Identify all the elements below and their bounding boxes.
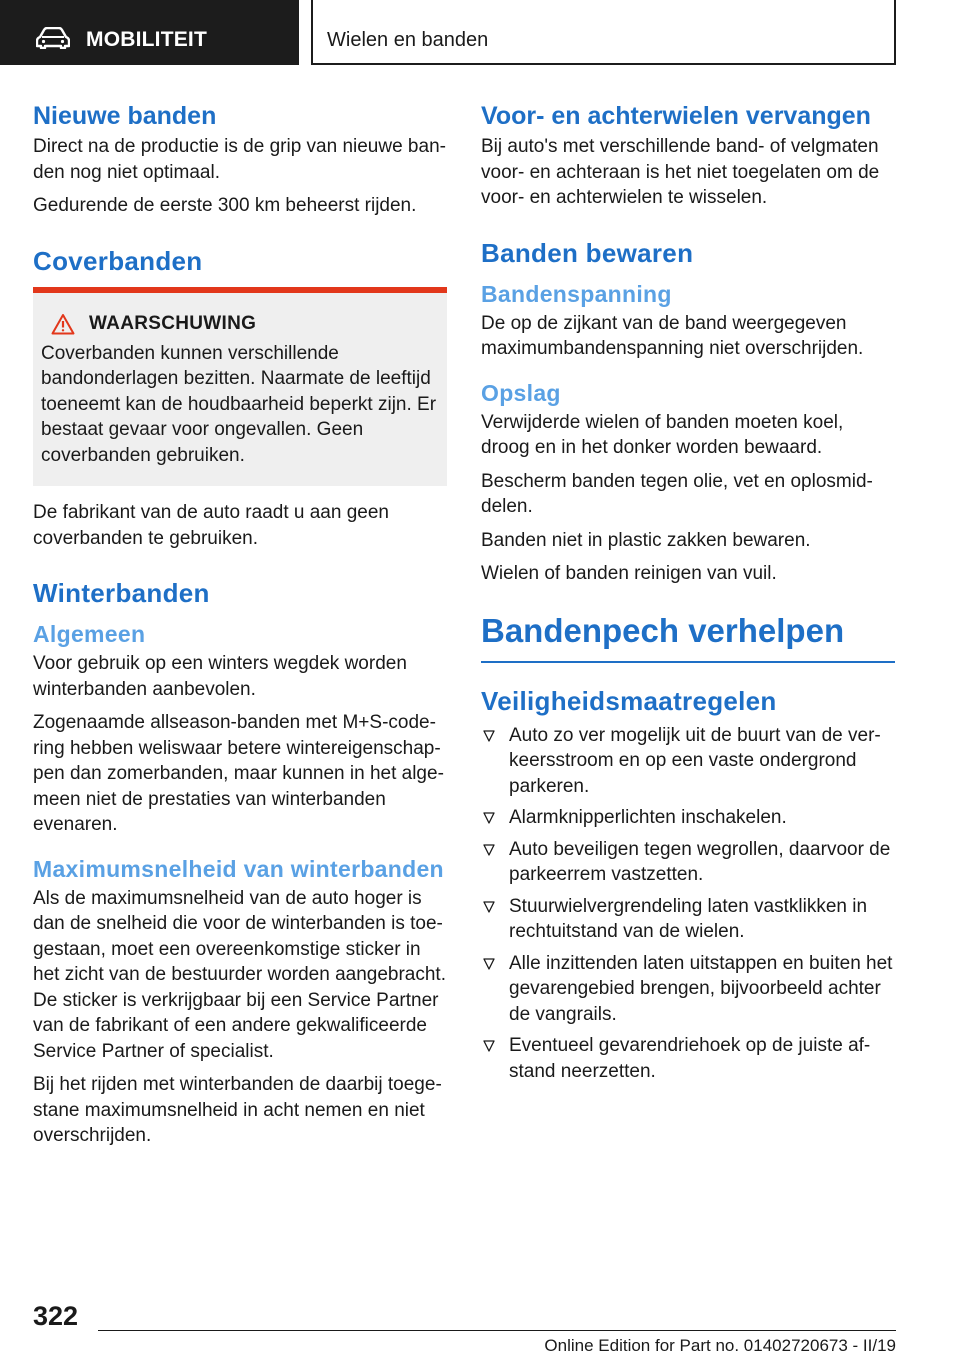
triangle-bullet-icon [483, 901, 495, 913]
paragraph: Als de maximumsnelheid van de auto hoger is dan de snelheid die voor de winterbanden is toegestaan, moet een overeenkomstige sticker in het zicht van de bestuurder worden aangebracht. De sticker is verkrijgbaar bij een Service Partner van de fabrikant of een andere gekwalificeerde Service Partner of specialist. [33, 887, 446, 1062]
warning-triangle-icon [51, 313, 75, 335]
list-item-text: Alle inzittenden laten uitstappen en buiten het gevarengebied brengen, bijvoorbeeld achter de vangrails. [509, 952, 893, 1025]
list-item [481, 1033, 895, 1084]
car-icon [36, 27, 70, 49]
triangle-bullet-icon [483, 958, 495, 970]
heading-coverbanden: Coverbanden [33, 245, 203, 276]
paragraph: Wielen of banden reinigen van vuil. [481, 563, 777, 584]
header-topic-box [311, 0, 896, 65]
list-item [481, 894, 895, 945]
triangle-bullet-icon [483, 844, 495, 856]
paragraph: Bescherm banden tegen olie, vet en oplosmiddelen. [481, 470, 873, 517]
warning-box [33, 287, 447, 487]
subheading-maximumsnelheid: Maximumsnelheid van winterbanden [33, 855, 444, 882]
left-column [33, 100, 447, 1157]
page-number: 322 [33, 1301, 79, 1331]
header-section-label: MOBILITEIT [86, 28, 207, 51]
footer-divider [98, 1330, 896, 1331]
list-item-text: Alarmknipperlichten inschakelen. [509, 807, 787, 828]
heading-winterbanden: Winterbanden [33, 578, 210, 608]
subheading-algemeen: Algemeen [33, 621, 146, 647]
list-item [481, 837, 895, 888]
list-item-text: Auto beveiligen tegen wegrollen, daarvoor de parkeerrem vastzetten. [509, 838, 891, 885]
list-item-text: Auto zo ver mogelijk uit de buurt van de verkeersstroom en op een vaste ondergrond parkeren. [509, 724, 881, 797]
paragraph: Direct na de productie is de grip van nieuwe banden nog niet optimaal. [33, 136, 446, 183]
right-column [481, 100, 895, 1090]
paragraph: Zogenaamde allseason-banden met M+S-codering hebben weliswaar betere wintereigenschappen dan zomerbanden, maar kunnen in het algemeen niet de prestaties van winterbanden evenaren. [33, 712, 444, 835]
paragraph: Bij het rijden met winterbanden de daarbij toegestane maximumsnelheid in acht nemen en niet overschrijden. [33, 1074, 442, 1146]
triangle-bullet-icon [483, 730, 495, 742]
footer-edition: Online Edition for Part no. 01402720673 - II/19 [544, 1336, 896, 1355]
subheading-opslag: Opslag [481, 379, 561, 406]
list-item [481, 951, 895, 1028]
paragraph: De op de zijkant van de band weergegeven maximumbandenspanning niet overschrijden. [481, 312, 864, 359]
list-item [481, 723, 895, 800]
triangle-bullet-icon [483, 812, 495, 824]
paragraph: Gedurende de eerste 300 km beheerst rijden. [33, 195, 417, 216]
heading-veiligheidsmaatregelen: Veiligheidsmaatregelen [481, 685, 777, 716]
warning-label: WAARSCHUWING [89, 312, 257, 334]
triangle-bullet-icon [483, 1040, 495, 1052]
header-topic-label: Wielen en banden [327, 29, 489, 51]
safety-steps-list [481, 723, 895, 1085]
paragraph: Banden niet in plastic zakken bewaren. [481, 529, 811, 551]
paragraph: De fabrikant van de auto raadt u aan geen coverbanden te gebruiken. [33, 502, 389, 549]
paragraph: Bij auto's met verschillende band- of velgmaten voor- en achteraan is het niet toegelaten om de voor- en achterwielen te wisselen. [481, 136, 880, 208]
subheading-bandenspanning: Bandenspanning [481, 280, 672, 307]
heading-nieuwe-banden: Nieuwe banden [33, 102, 217, 130]
warning-title [51, 313, 439, 335]
header-section-tab [0, 0, 299, 65]
paragraph: Verwijderde wielen of banden moeten koel, droog en in het donker worden bewaard. [481, 411, 844, 458]
list-item-text: Eventueel gevarendriehoek op de juiste afstand neerzetten. [509, 1035, 871, 1082]
paragraph: Voor gebruik op een winters wegdek worden winterbanden aanbevolen. [33, 653, 407, 700]
heading-banden-bewaren: Banden bewaren [481, 237, 694, 268]
warning-text: Coverbanden kunnen verschillende bandonderlagen bezitten. Naarmate de leeftijd toeneemt kan de houdbaarheid beperkt zijn. Er bestaat gevaar voor ongevallen. Geen coverbanden gebruiken. [41, 342, 437, 466]
list-item [481, 805, 895, 831]
heading-voor-achterwielen: Voor- en achterwielen vervangen [481, 102, 871, 130]
heading-bandenpech-verhelpen: Bandenpech verhelpen [481, 611, 895, 663]
list-item-text: Stuurwielvergrendeling laten vastklikken in rechtuitstand van de wielen. [509, 895, 868, 942]
